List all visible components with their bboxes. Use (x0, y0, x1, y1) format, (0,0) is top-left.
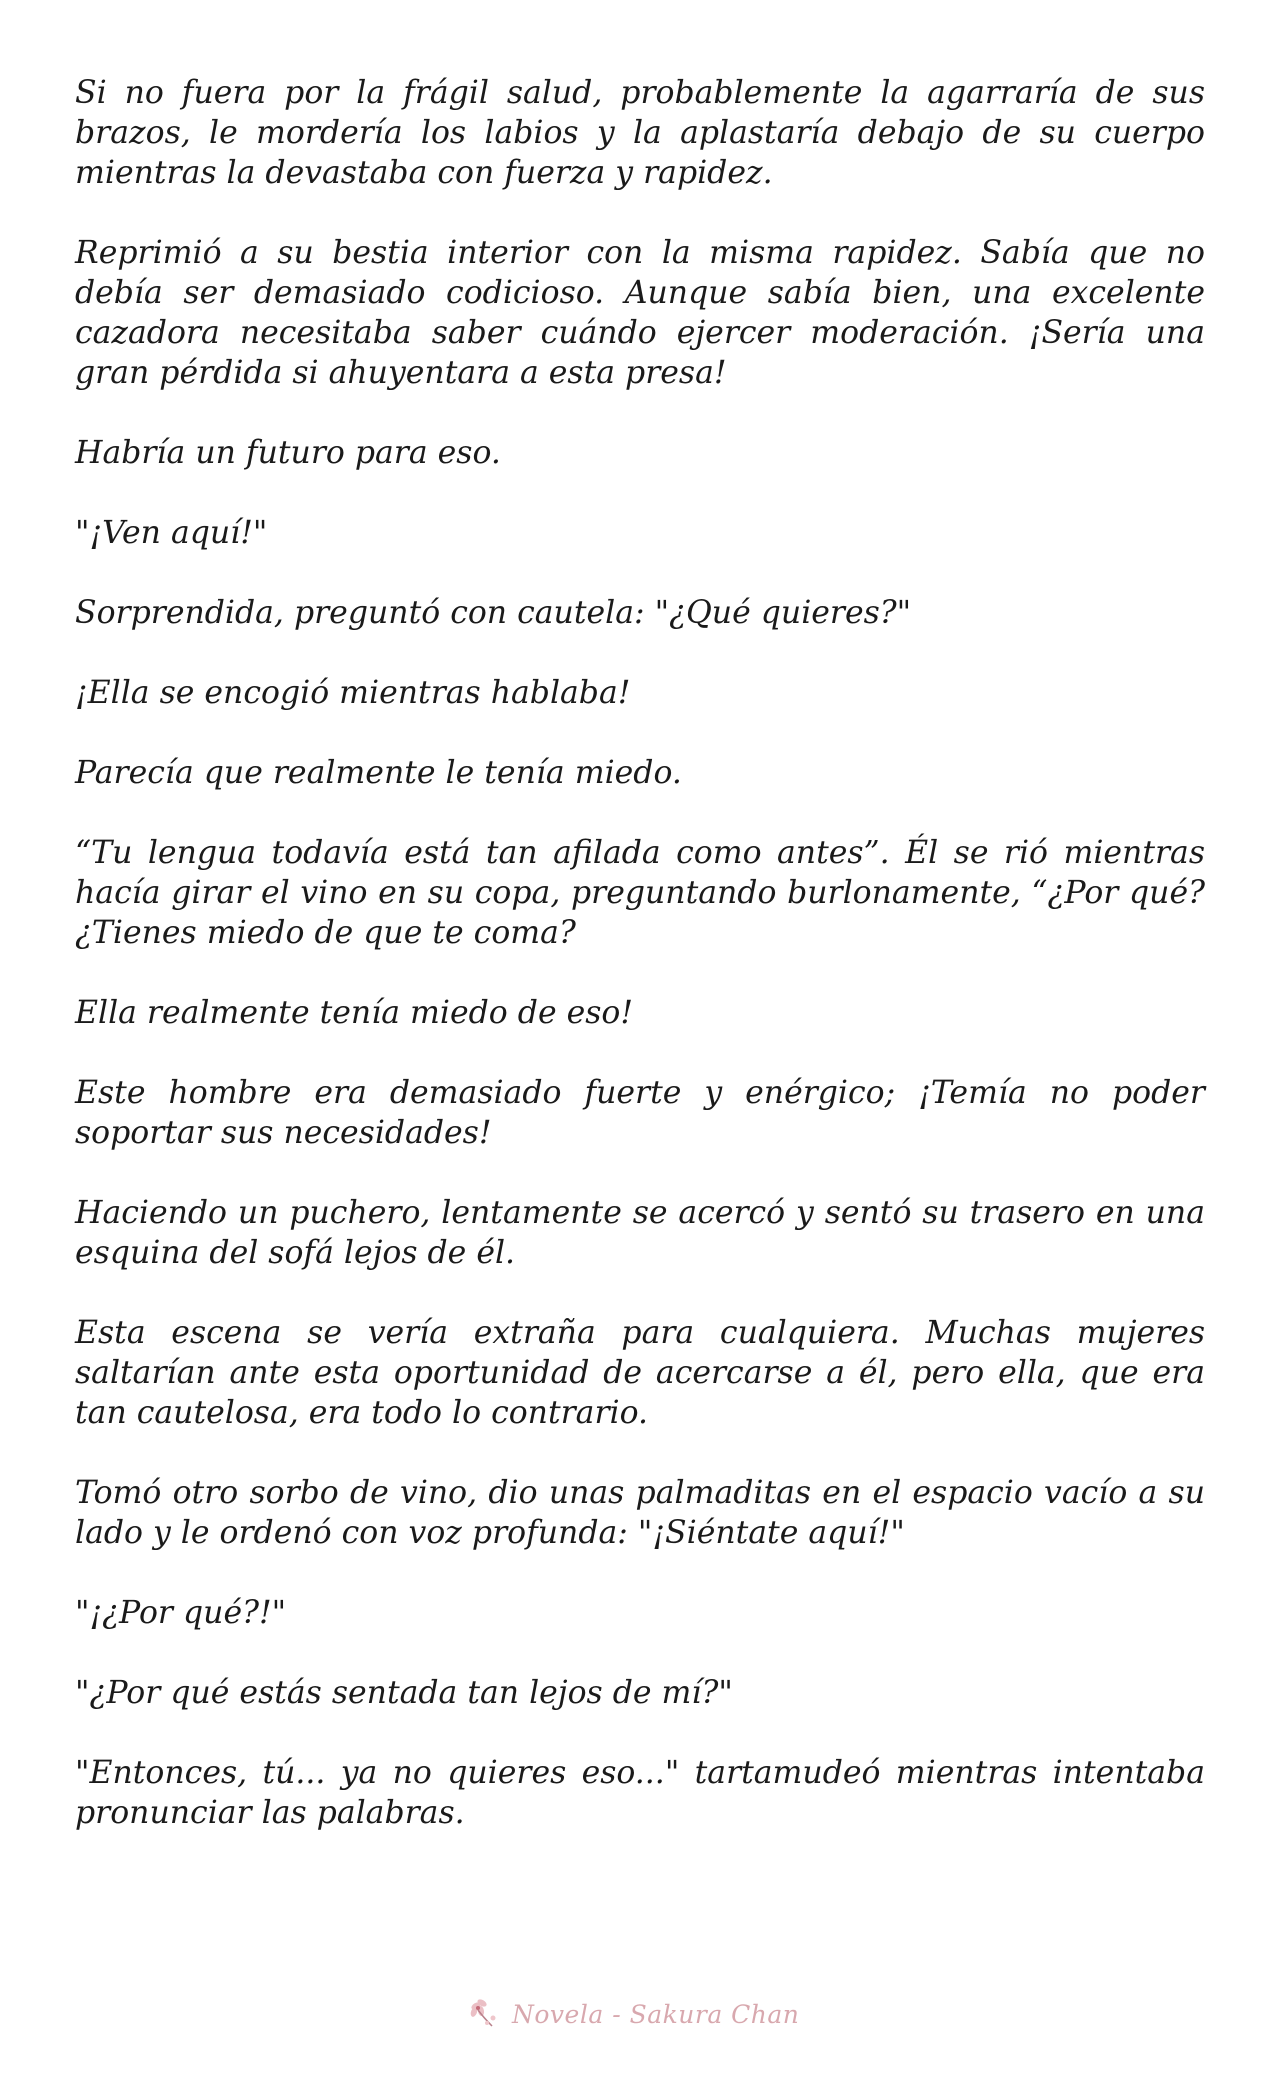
paragraph: "Entonces, tú... ya no quieres eso..." tartamudeó mientras intentaba pronunciar las palabras. (75, 1755, 1205, 1831)
paragraph: Parecía que realmente le tenía miedo. (75, 755, 682, 791)
paragraph: Tomó otro sorbo de vino, dio unas palmaditas en el espacio vacío a su lado y le ordenó con voz profunda: "¡Siéntate aquí!" (75, 1475, 1205, 1551)
watermark-text: Novela - Sakura Chan (512, 1999, 800, 2029)
paragraph: Si no fuera por la frágil salud, probablemente la agarraría de sus brazos, le mordería los labios y la aplastaría debajo de su cuerpo mientras la devastaba con fuerza y rapidez. (75, 75, 1205, 191)
sakura-blossom-icon (462, 1992, 506, 2036)
paragraph: Esta escena se vería extraña para cualquiera. Muchas mujeres saltarían ante esta oportunidad de acercarse a él, pero ella, que era tan cautelosa, era todo lo contrario. (75, 1315, 1205, 1431)
paragraph: Sorprendida, preguntó con cautela: "¿Qué quieres?" (75, 595, 912, 631)
paragraph: Ella realmente tenía miedo de eso! (75, 995, 634, 1031)
document-body (75, 73, 1205, 1873)
paragraph: Haciendo un puchero, lentamente se acercó y sentó su trasero en una esquina del sofá lejos de él. (75, 1195, 1205, 1271)
paragraph: "¡Ven aquí!" (75, 515, 268, 551)
paragraph: Habría un futuro para eso. (75, 435, 501, 471)
paragraph: Este hombre era demasiado fuerte y enérgico; ¡Temía no poder soportar sus necesidades! (75, 1075, 1205, 1151)
watermark-footer (462, 1990, 842, 2038)
paragraph: Reprimió a su bestia interior con la misma rapidez. Sabía que no debía ser demasiado codicioso. Aunque sabía bien, una excelente cazadora necesitaba saber cuándo ejercer moderación. ¡Sería una gran pérdida si ahuyentara a esta presa! (75, 235, 1205, 391)
paragraph: ¡Ella se encogió mientras hablaba! (75, 675, 631, 711)
paragraph: “Tu lengua todavía está tan afilada como antes”. Él se rió mientras hacía girar el vino en su copa, preguntando burlonamente, “¿Por qué? ¿Tienes miedo de que te coma? (75, 835, 1205, 951)
paragraph: "¡¿Por qué?!" (75, 1595, 287, 1631)
paragraph: "¿Por qué estás sentada tan lejos de mí?" (75, 1675, 733, 1711)
